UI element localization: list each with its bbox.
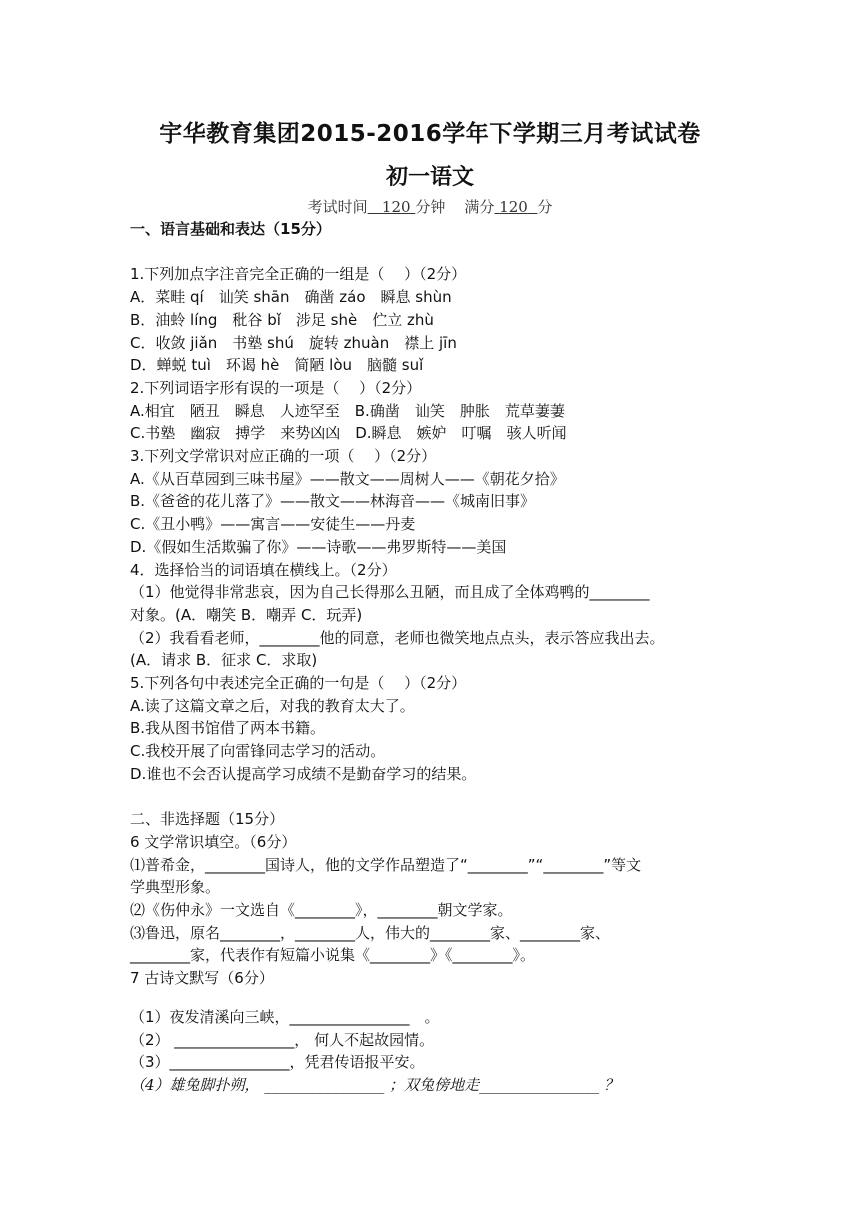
question-line: （2）我看看老师，________他的同意，老师也微笑地点点头，表示答应我出去。 [130, 628, 665, 647]
question-line: B.《爸爸的花儿落了》——散文——林海音——《城南旧事》 [130, 492, 536, 511]
question-line: A.相宜 陋丑 瞬息 人迹罕至 B.确凿 讪笑 肿胀 荒草萋萋 [130, 401, 565, 420]
question-line: 5.下列各句中表述完全正确的一句是（ ）（2分） [130, 674, 467, 693]
question-line: 6 文学常识填空。（6分） [130, 832, 297, 851]
poem-line: （2） ________________， 何人不起故园情。 [130, 1030, 435, 1049]
question-line: D．蝉蜕 tuì 环谒 hè 简陋 lòu 脑髓 suǐ [130, 356, 424, 375]
question-line: ________家，代表作有短篇小说集《________》《________》。 [130, 946, 536, 965]
time-label: 考试时间 [307, 198, 368, 216]
question-line: A.《从百草园到三味书屋》——散文——周树人——《朝花夕拾》 [130, 469, 565, 488]
question-line: 2.下列词语字形有误的一项是（ ）（2分） [130, 378, 422, 397]
poem-line: （3）________________，凭君传语报平安。 [130, 1053, 425, 1072]
question-line: ⑴普希金，________国诗人，他的文学作品塑造了“________”“________”等文 [130, 855, 642, 874]
poem-line: （1）夜发清溪向三峡，________________ 。 [130, 1007, 440, 1026]
time-unit: 分钟 [415, 198, 446, 216]
question-line: (A．请求 B．征求 C．求取) [130, 651, 318, 670]
question-line: ⑶鲁迅，原名________，________人，伟大的________家、________家、 [130, 923, 611, 942]
exam-info [0, 196, 860, 217]
poem-line-italic: （4）雄兔脚扑朔， ________________ ；双兔傍地走________________ ？ [130, 1075, 619, 1094]
section2-heading: 二、非选择题（15分） [130, 810, 285, 829]
question-line: C．收敛 jiǎn 书塾 shú 旋转 zhuàn 襟上 jīn [130, 333, 457, 352]
question-line: D.《假如生活欺骗了你》——诗歌——弗罗斯特——美国 [130, 537, 507, 556]
time-value: 120 [381, 198, 411, 216]
question-line: B．油蛉 líng 秕谷 bǐ 涉足 shè 伫立 zhù [130, 310, 434, 329]
question-line: 对象。(A．嘲笑 B．嘲弄 C．玩弄) [130, 605, 363, 624]
exam-title: 宇华教育集团2015-2016学年下学期三月考试试卷 [159, 121, 701, 147]
score-unit: 分 [537, 198, 553, 216]
question-line: C.我校开展了向雷锋同志学习的活动。 [130, 742, 386, 761]
question-line: C.书塾 幽寂 搏学 来势凶凶 D.瞬息 嫉妒 叮嘱 骇人听闻 [130, 424, 567, 443]
section1-heading: 一、语言基础和表达（15分） [130, 220, 331, 238]
question-line: A.读了这篇文章之后，对我的教育太大了。 [130, 696, 415, 715]
question-line: B.我从图书馆借了两本书籍。 [130, 719, 326, 738]
subject-title: 初一语文 [385, 165, 474, 190]
question-line: D.谁也不会否认提高学习成绩不是勤奋学习的结果。 [130, 764, 477, 783]
question-line: 7 古诗文默写（6分） [130, 969, 274, 988]
question-line: 学典型形象。 [130, 878, 221, 897]
question-line: 3.下列文学常识对应正确的一项（ ）（2分） [130, 447, 437, 466]
question-line: 4．选择恰当的词语填在横线上。（2分） [130, 560, 397, 579]
question-line: 1.下列加点字注音完全正确的一组是（ ）（2分） [130, 265, 467, 284]
score-label: 满分 [464, 198, 495, 216]
question-line: A．菜畦 qí 讪笑 shān 确凿 záo 瞬息 shùn [130, 288, 452, 307]
question-line: （1）他觉得非常悲哀，因为自己长得那么丑陋，而且成了全体鸡鸭的________ [130, 583, 650, 602]
score-value: 120 [499, 198, 528, 216]
question-line: ⑵《伤仲永》一文选自《________》，________朝文学家。 [130, 901, 513, 920]
question-line: C.《丑小鸭》——寓言——安徒生——丹麦 [130, 515, 416, 534]
exam-content [130, 218, 730, 1097]
